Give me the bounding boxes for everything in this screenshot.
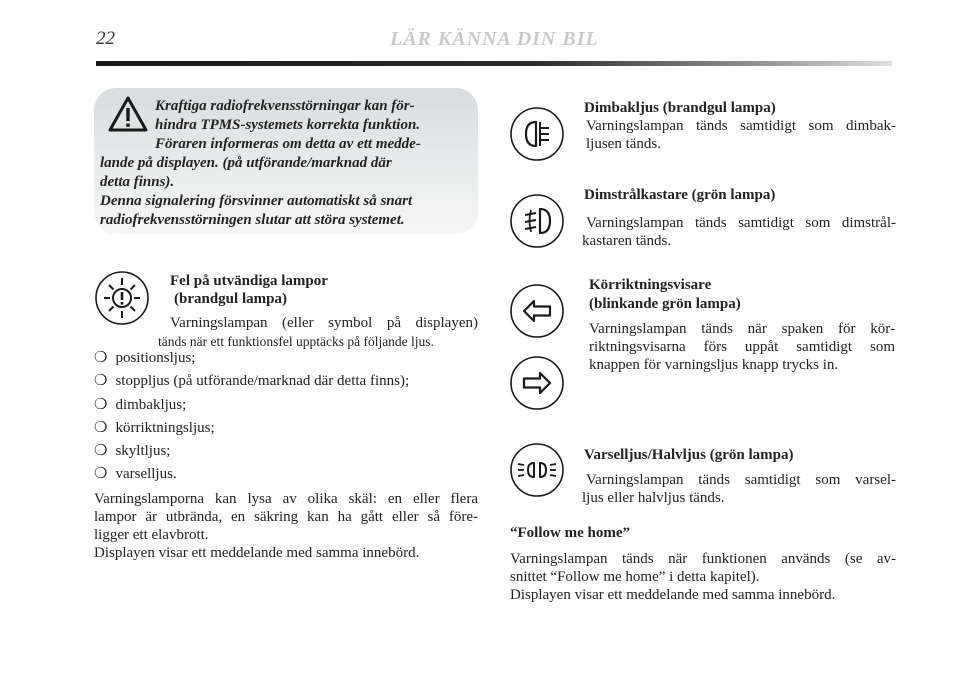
turn-right-arrow-icon [509, 355, 565, 411]
indicators-title: Körriktningsvisare [589, 277, 712, 293]
rear-fog-text: ljusen tänds. [586, 136, 661, 152]
list-item: ❍ dimbakljus; [94, 396, 187, 413]
warning-line: radiofrekvensstörningen slutar att störa systemet. [100, 212, 405, 228]
bullet-circle-icon: ❍ [94, 443, 108, 460]
drl-text: ljus eller halvljus tänds. [582, 490, 725, 506]
warning-text [100, 97, 466, 230]
warning-line: lande på displayen. (på utförande/marknad där [100, 155, 392, 171]
exterior-lights-title: Fel på utvändiga lampor [170, 273, 328, 289]
list-item: ❍ stoppljus (på utförande/marknad där detta finns); [94, 373, 410, 390]
rear-fog-title: Dimbakljus (brandgul lampa) [584, 100, 776, 116]
warning-line: Denna signalering försvinner automatiskt så snart [100, 193, 413, 209]
header-rule [96, 61, 892, 66]
turn-left-arrow-icon [509, 283, 565, 339]
follow-me-text: Varningslampan tänds när funktionen används (se av- snittet “Follow me home” i detta kapitel). Displayen visar ett meddelande med samma innebörd. [510, 551, 896, 603]
bullet-circle-icon: ❍ [94, 466, 108, 483]
list-item: ❍ positionsljus; [94, 350, 196, 366]
exterior-lights-subtitle: (brandgul lampa) [174, 291, 287, 307]
list-item: ❍ skyltljus; [94, 443, 171, 460]
rear-fog-light-icon [509, 106, 565, 162]
indicators-subtitle: (blinkande grön lampa) [589, 296, 741, 312]
bullet-circle-icon: ❍ [94, 373, 108, 390]
front-fog-text: Varningslampan tänds samtidigt som dimstrål- [586, 215, 896, 231]
daytime-running-light-icon [509, 442, 565, 498]
front-fog-text: kastaren tänds. [582, 233, 672, 249]
warning-line: hindra TPMS-systemets korrekta funktion. [155, 117, 421, 133]
exterior-lights-text: Varningslampan (eller symbol på displayen) [170, 315, 478, 331]
drl-title: Varselljus/Halvljus (grön lampa) [584, 447, 794, 463]
follow-me-title: “Follow me home” [510, 525, 630, 541]
page-number: 22 [96, 28, 115, 49]
exterior-lights-text: tänds när ett funktionsfel upptäcks på följande ljus. [158, 334, 434, 349]
warning-line: detta finns). [100, 174, 175, 190]
bullet-circle-icon: ❍ [94, 396, 108, 413]
warning-line: Föraren informeras om detta av ett medde- [155, 136, 421, 152]
rear-fog-text: Varningslampan tänds samtidigt som dimbak- [586, 118, 896, 134]
exterior-lights-paragraph: Varningslamporna kan lysa av olika skäl: en eller flera lampor är utbrända, en säkring kan ha gått eller så före- ligger ett elavbrott. Displayen visar ett meddelande med samma innebörd. [94, 491, 478, 561]
front-fog-title: Dimstrålkastare (grön lampa) [584, 187, 776, 203]
drl-text: Varningslampan tänds samtidigt som varsel- [586, 472, 896, 488]
front-fog-light-icon [509, 193, 565, 249]
exterior-lamp-fault-icon [94, 270, 150, 326]
warning-line: Kraftiga radiofrekvensstörningar kan för- [155, 98, 415, 114]
bullet-circle-icon: ❍ [94, 350, 108, 366]
list-item: ❍ körriktningsljus; [94, 419, 215, 436]
bullet-circle-icon: ❍ [94, 419, 108, 436]
list-item: ❍ varselljus. [94, 466, 177, 483]
chapter-title: LÄR KÄNNA DIN BIL [390, 28, 599, 50]
indicators-text: Varningslampan tänds när spaken för kör- riktningsvisarna förs uppåt samtidigt som knappen för varningsljus knapp trycks in. [589, 321, 895, 373]
exterior-lights-list [94, 347, 484, 487]
